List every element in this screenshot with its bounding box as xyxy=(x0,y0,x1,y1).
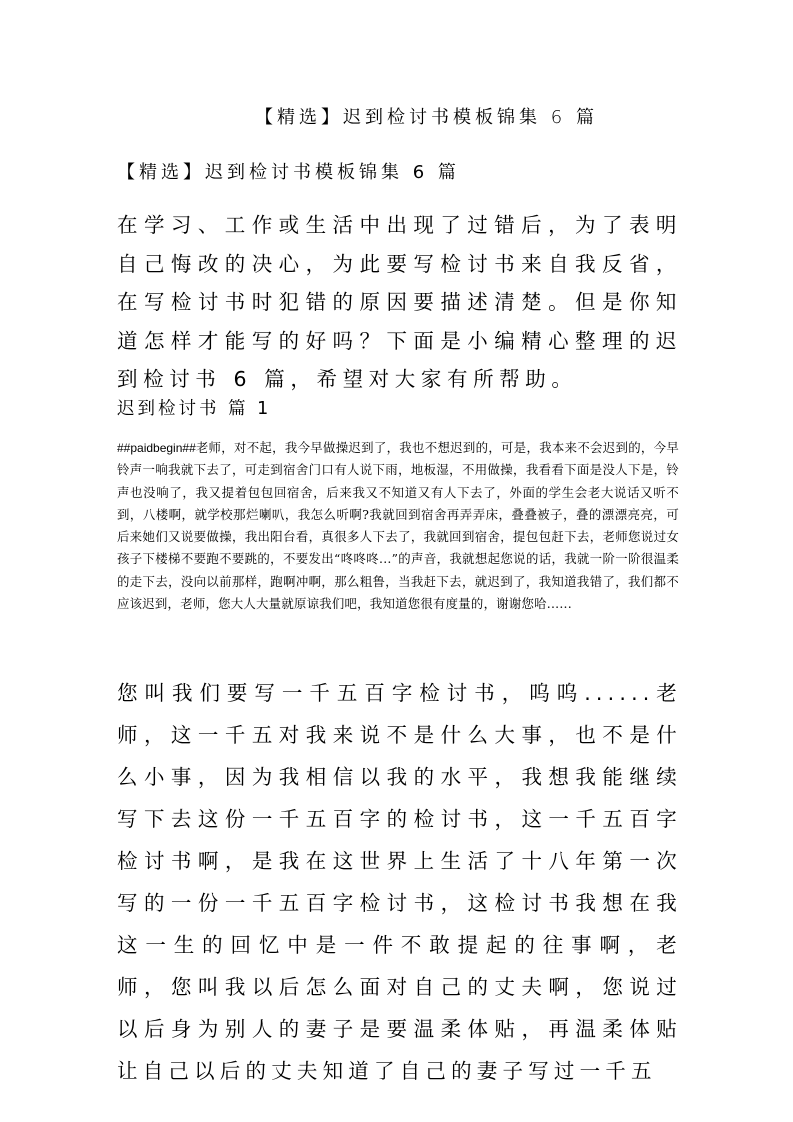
section-large-paragraph: 您叫我们要写一千五百字检讨书，呜呜......老师，这一千五对我来说不是什么大事，也不是什么小事，因为我相信以我的水平，我想我能继续写下去这份一千五百字的检讨书，这一千五百字检讨书啊，是我在这世界上生活了十八年第一次写的一份一千五百字检讨书，这检讨书我想在我这一生的回忆中是一件不敢提起的往事啊，老师，您叫我以后怎么面对自己的丈夫啊，您说过以后身为别人的妻子是要温柔体贴，再温柔体贴让自己以后的丈夫知道了自己的妻子写过一千五 xyxy=(117,681,682,1083)
intro-paragraph: 在学习、工作或生活中出现了过错后，为了表明自己悔改的决心，为此要写检讨书来自我反省，在写检讨书时犯错的原因要描述清楚。但是你知道怎样才能写的好吗？下面是小编精心整理的迟到检讨书 6 篇，希望对大家有所帮助。 xyxy=(117,213,682,391)
document-title: 【精选】迟到检讨书模板锦集 6 篇 xyxy=(255,107,598,128)
paid-marker: ##paidbegin## xyxy=(117,441,196,455)
document-subtitle: 【精选】迟到检讨书模板锦集 6 篇 xyxy=(117,162,460,183)
section-small-paragraph xyxy=(117,437,679,615)
small-paragraph-text: 老师，对不起，我今早做操迟到了，我也不想迟到的，可是，我本来不会迟到的，今早铃声一响我就下去了，可走到宿舍门口有人说下雨，地板湿，不用做操，我看看下面是没人下是，铃声也没响了，我又提着包包回宿舍，后来我又不知道又有人下去了，外面的学生会老大说话又听不到，八楼啊，就学校那烂喇叭，我怎么听啊?我就回到宿舍再弄弄床，叠叠被子，叠的漂漂亮亮，可后来她们又说要做操，我出阳台看，真很多人下去了，我就回到宿舍，提包包赶下去，老师您说过女孩子下楼梯不要跑不要跳的，不要发出“咚咚咚...”的声音，我就想起您说的话，我就一阶一阶很温柔的走下去，没向以前那样，跑啊冲啊，那么粗鲁，当我赶下去，就迟到了，我知道我错了，我们都不应该迟到，老师，您大人大量就原谅我们吧，我知道您很有度量的，谢谢您哈...... xyxy=(117,440,679,612)
section-heading: 迟到检讨书 篇 1 xyxy=(117,399,272,419)
